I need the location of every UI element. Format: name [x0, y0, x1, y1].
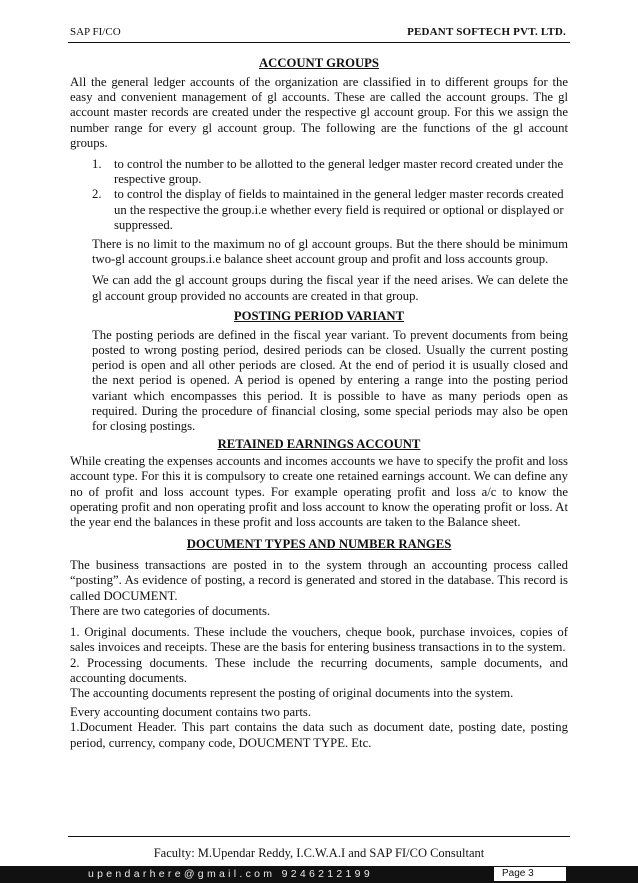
document-body: [70, 55, 568, 751]
paragraph: 2. Processing documents. These include the recurring documents, sample documents, and accounting documents.: [70, 655, 568, 685]
page-number: Page 3: [494, 867, 566, 881]
footer-contact: upendarhere@gmail.com 9246212199: [88, 868, 373, 880]
paragraph: There is no limit to the maximum no of gl account groups. But the there should be minimum two-gl account groups.i.e balance sheet account group and profit and loss accounts group.: [92, 237, 568, 267]
footer-rule: [68, 836, 570, 837]
section-title-account-groups: ACCOUNT GROUPS: [259, 56, 379, 70]
list-item: [92, 157, 568, 187]
section-title-posting-period: POSTING PERIOD VARIANT: [233, 308, 405, 323]
paragraph: All the general ledger accounts of the organization are classified in to different groups for the easy and convenient management of gl accounts. These are called the account groups. The gl account master records are created under the respective gl account group. For this we assign the number range for every gl account group. The following are the functions of the gl account groups.: [70, 75, 568, 150]
numbered-list: [70, 157, 568, 233]
paragraph: There are two categories of documents.: [70, 603, 271, 618]
paragraph: While creating the expenses accounts and incomes accounts we have to specify the profit and loss account type. For this it is compulsory to create one retained earnings account. We can define any no of profit and loss account types. For example operating profit and loss a/c to know the operating profit and non operating profit and loss account to know the operating profit or loss. At the year end the balances in these profit and loss accounts are taken to the Balance sheet.: [70, 454, 568, 530]
paragraph: 1.Document Header. This part contains the data such as document date, posting date, posting period, currency, company code, DOUCMENT TYPE. Etc.: [70, 720, 568, 750]
paragraph: The posting periods are defined in the fiscal year variant. To prevent documents from being posted to wrong posting period, desired periods can be closed. Usually the current posting period is open and all other periods are closed. At the end of period it is usually closed and the next period is opened. A period is opened by entering a range into the posting period variant which encompasses this period. It is possible to have as many periods open as required. During the procedure of financial closing, some special periods may also be open for closing postings.: [92, 327, 568, 434]
list-number: 1.: [92, 157, 102, 172]
paragraph: 1. Original documents. These include the vouchers, cheque book, purchase invoices, copies of sales invoices and receipts. These are the basis for entering business transactions in to the system.: [70, 625, 568, 655]
list-number: 2.: [92, 187, 102, 202]
footer-faculty: Faculty: M.Upendar Reddy, I.C.W.A.I and SAP FI/CO Consultant: [153, 846, 485, 860]
header-rule: [68, 42, 570, 43]
list-item-text: to control the display of fields to maintained in the general ledger master records created un the respective the group.i.e whether every field is required or optional or displayed or suppressed.: [114, 187, 564, 232]
paragraph: The business transactions are posted in to the system through an accounting process called “posting”. As evidence of posting, a record is generated and stored in the database. This record is called DOCUMENT.: [70, 558, 568, 603]
paragraph: The accounting documents represent the posting of original documents into the system.: [70, 685, 514, 700]
paragraph: Every accounting document contains two parts.: [70, 705, 311, 720]
list-item-text: to control the number to be allotted to the general ledger master record created under the respective group.: [114, 157, 564, 187]
paragraph: We can add the gl account groups during the fiscal year if the need arises. We can delete the gl account group provided no accounts are created in that group.: [92, 273, 568, 303]
list-item: [92, 187, 568, 233]
section-title-retained-earnings: RETAINED EARNINGS ACCOUNT: [217, 437, 421, 452]
header-left-title: SAP FI/CO: [70, 26, 121, 38]
header-company-name: PEDANT SOFTECH PVT. LTD.: [407, 26, 566, 38]
section-title-document-types: DOCUMENT TYPES AND NUMBER RANGES: [186, 537, 452, 552]
